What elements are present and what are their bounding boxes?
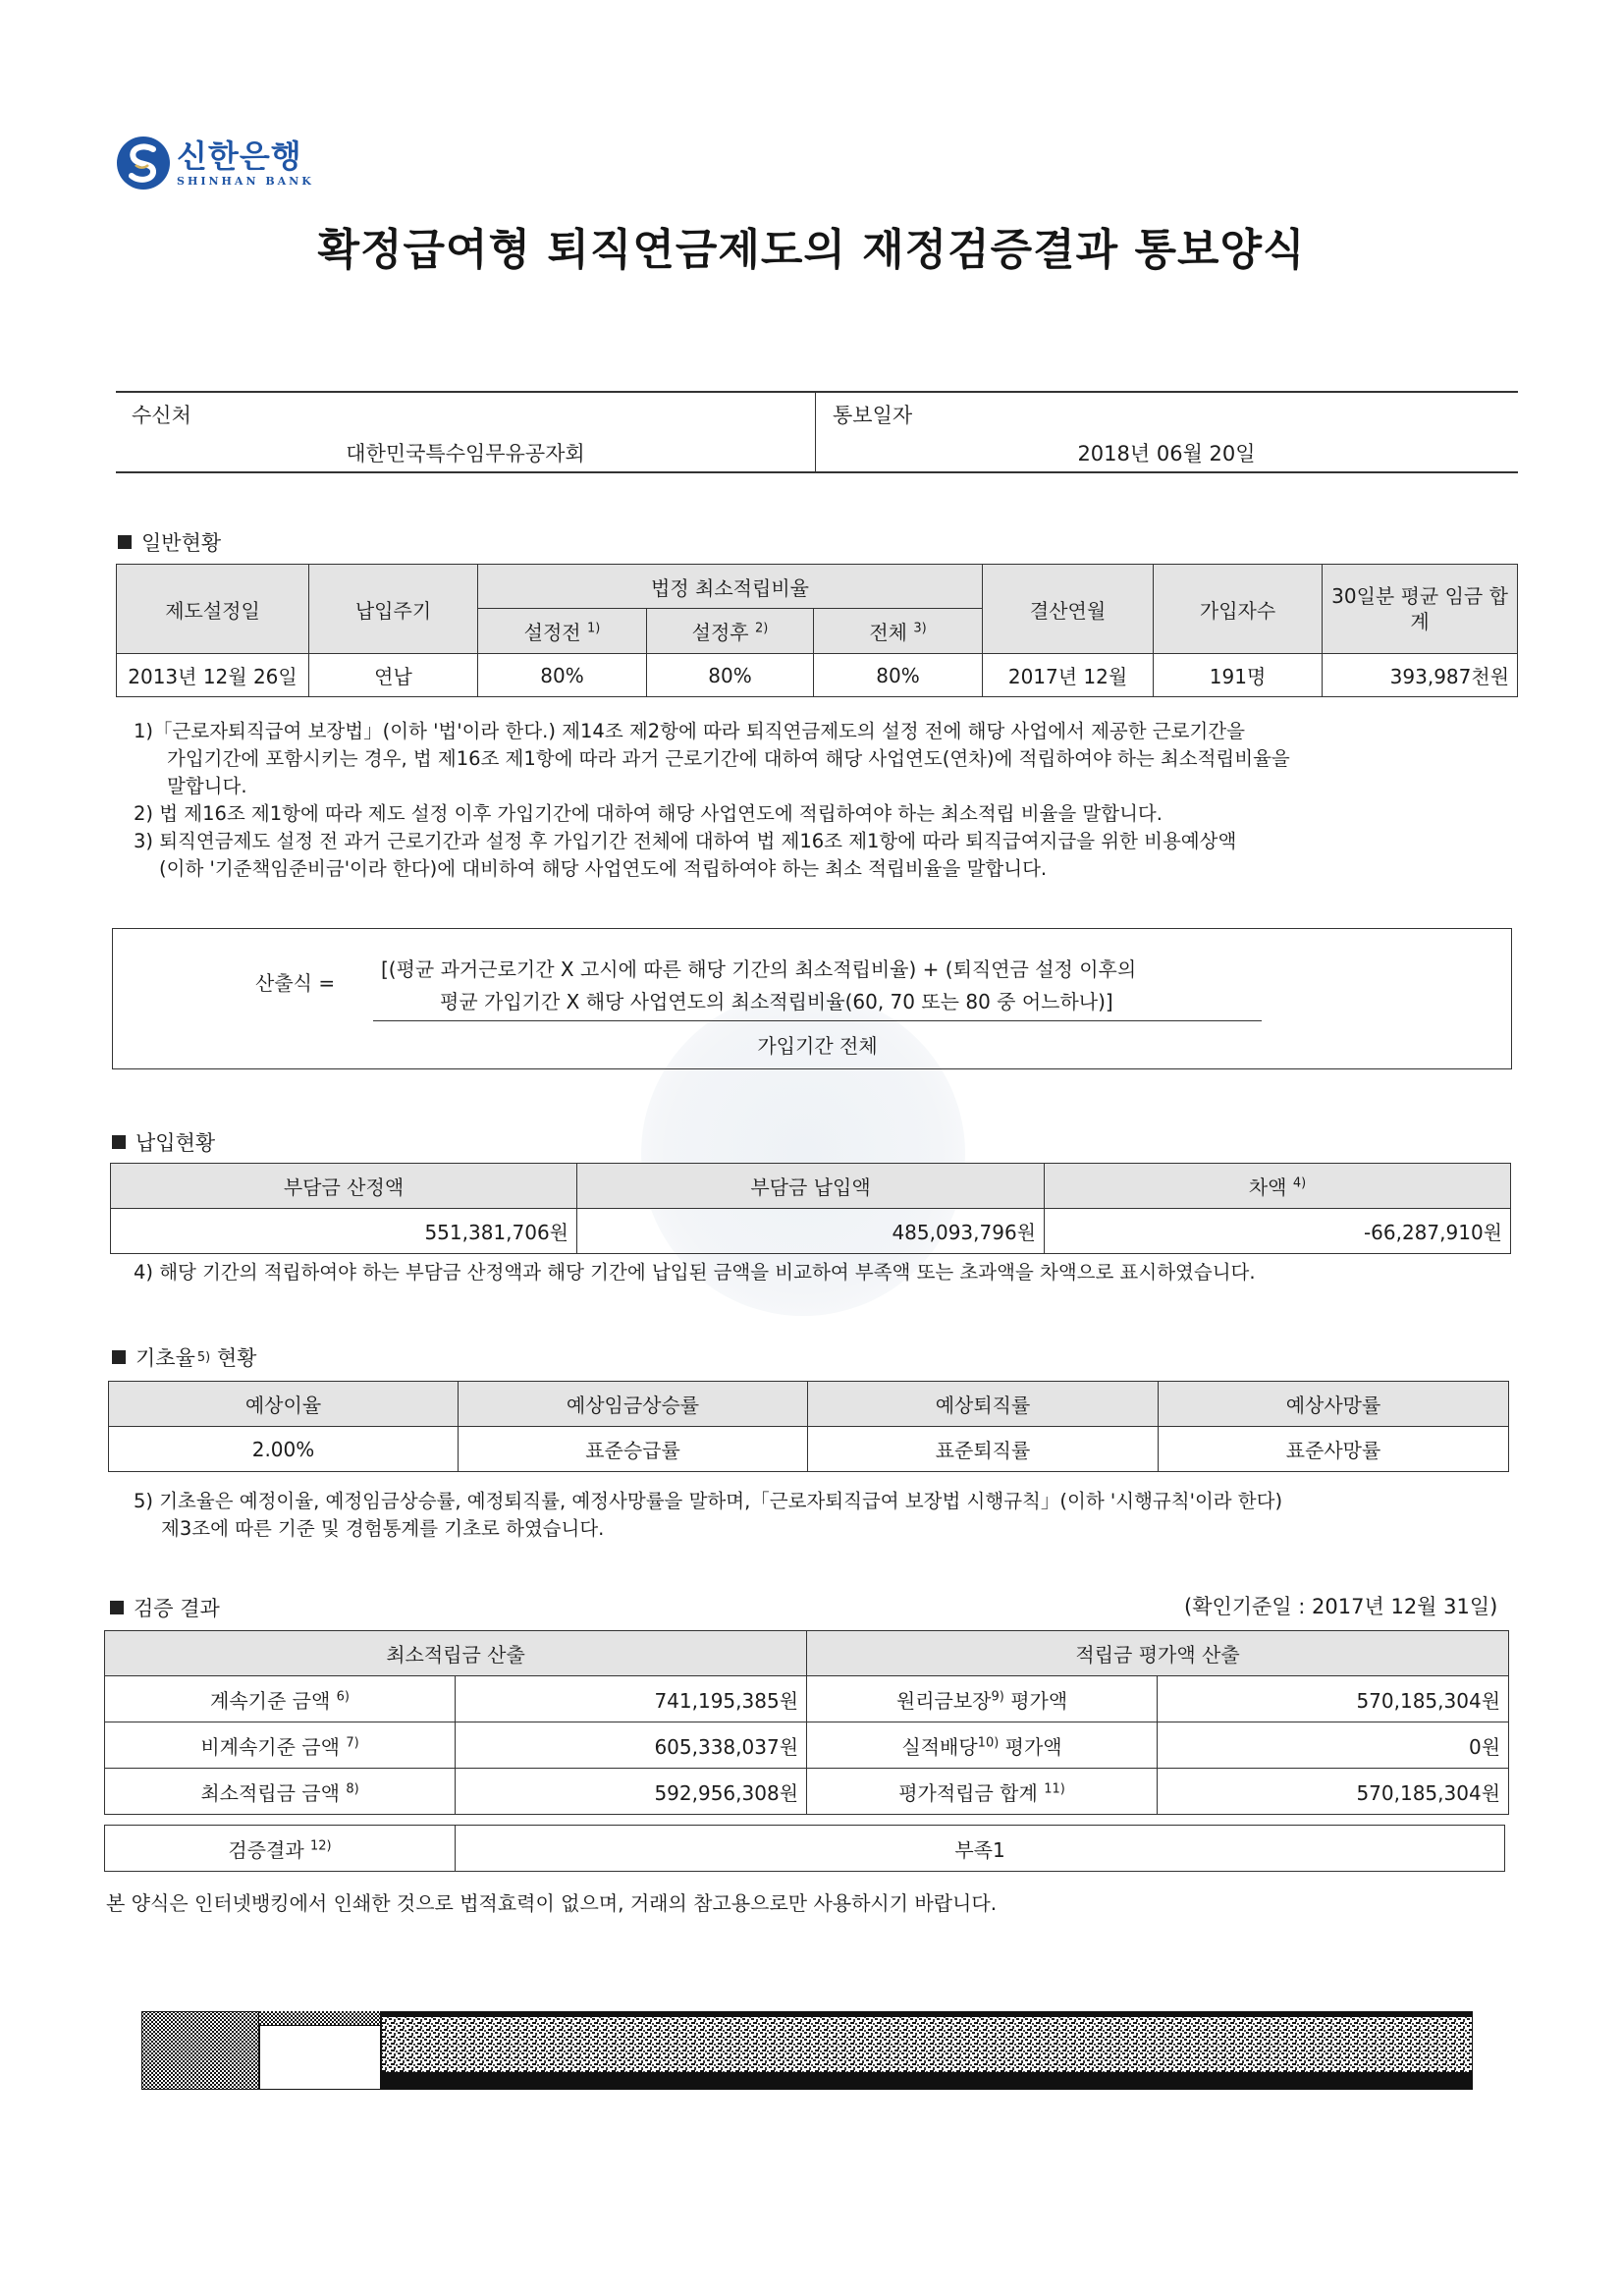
bank-name-en: SHINHAN BANK — [177, 174, 314, 188]
formula-label: 산출식 = — [255, 971, 336, 995]
general-note-1c: 말합니다. — [167, 775, 247, 797]
header-total: 전체 $^{3)}$ — [814, 609, 983, 654]
basis-note-1b: 제3조에 따른 기준 및 경험통계를 기초로 하였습니다. — [161, 1517, 605, 1540]
interest-value: 2.00% — [109, 1427, 459, 1472]
header-members: 가입자수 — [1154, 565, 1323, 654]
table-row — [109, 1427, 1509, 1472]
header-pay-cycle: 납입주기 — [309, 565, 478, 654]
verify-table — [104, 1630, 1509, 1815]
header-paid: 부담금 납입액 — [577, 1164, 1045, 1209]
header-wage-growth: 예상임금상승률 — [459, 1382, 808, 1427]
notify-date-value: 2018년 06월 20일 — [1077, 442, 1256, 465]
result-label: 검증결과 $^{12)}$ — [105, 1826, 456, 1872]
calc-value: 551,381,706원 — [111, 1209, 577, 1254]
header-eval-reserve: 적립금 평가액 산출 — [807, 1631, 1509, 1676]
continuing-basis-label: 계속기준 금액 $^{6)}$ — [105, 1676, 456, 1722]
eval-total-label: 평가적립금 합계 $^{11)}$ — [807, 1769, 1158, 1815]
header-retire: 예상퇴직률 — [808, 1382, 1159, 1427]
table-row — [111, 1209, 1511, 1254]
general-note-1b: 가입기간에 포함시키는 경우, 법 제16조 제1항에 따라 과거 근로기간에 대하여 해당 사업연도(연차)에 적립하여야 하는 최소적립비율을 — [167, 747, 1290, 770]
square-bullet-icon — [118, 535, 132, 549]
general-note-3b: (이하 '기준책임준비금'이라 한다)에 대비하여 해당 사업연도에 적립하여야 하는 최소 적립비율을 말합니다. — [159, 857, 1048, 880]
header-min-ratio: 법정 최소적립비율 — [478, 565, 983, 609]
min-reserve-value: 592,956,308원 — [456, 1769, 807, 1815]
death-value: 표준사망률 — [1159, 1427, 1509, 1472]
header-after: 설정후 $^{2)}$ — [647, 609, 814, 654]
general-note-1: 1)「근로자퇴직급여 보장법」(이하 '법'이라 한다.) 제14조 제2항에 따라 퇴직연금제도의 설정 전에 해당 사업에서 제공한 근로기간을 — [134, 720, 1245, 742]
pay-cycle-value: 연납 — [309, 654, 478, 697]
formula-denominator: 가입기간 전체 — [757, 1034, 878, 1058]
payment-note: 4) 해당 기간의 적립하여야 하는 부담금 산정액과 해당 기간에 납입된 금액을 비교하여 부족액 또는 초과액을 차액으로 표시하였습니다. — [134, 1261, 1256, 1284]
verify-result-table — [104, 1825, 1505, 1872]
table-row — [105, 1826, 1505, 1872]
section-verify-heading: 검증 결과 — [110, 1593, 220, 1622]
continuing-basis-value: 741,195,385원 — [456, 1676, 807, 1722]
header-death: 예상사망률 — [1159, 1382, 1509, 1427]
header-min-reserve: 최소적립금 산출 — [105, 1631, 807, 1676]
shinhan-logo-icon — [116, 136, 171, 191]
settle-value: 2017년 12월 — [983, 654, 1154, 697]
formula-numerator-2: 평균 가입기간 X 해당 사업연도의 최소적립비율(60, 70 또는 80 중 어느하나)] — [440, 990, 1113, 1013]
wage-value: 393,987천원 — [1323, 654, 1518, 697]
diff-value: -66,287,910원 — [1045, 1209, 1511, 1254]
eval-total-value: 570,185,304원 — [1158, 1769, 1509, 1815]
principal-guaranteed-value: 570,185,304원 — [1158, 1676, 1509, 1722]
header-calc: 부담금 산정액 — [111, 1164, 577, 1209]
section-payment-heading: 납입현황 — [112, 1127, 215, 1157]
performance-dividend-value: 0원 — [1158, 1722, 1509, 1769]
non-continuing-basis-label: 비계속기준 금액 $^{7)}$ — [105, 1722, 456, 1769]
recipient-bottom-rule — [116, 471, 1518, 473]
header-setup-date: 제도설정일 — [117, 565, 309, 654]
recipient-value: 대한민국특수임무유공자회 — [346, 442, 585, 465]
disclaimer: 본 양식은 인터넷뱅킹에서 인쇄한 것으로 법적효력이 없으며, 거래의 참고용으로만 사용하시기 바랍니다. — [106, 1891, 998, 1915]
header-settle-month: 결산연월 — [983, 565, 1154, 654]
formula-numerator-1: [(평균 과거근로기간 X 고시에 따른 해당 기간의 최소적립비율) + (퇴직연금 설정 이후의 — [381, 957, 1137, 981]
retire-value: 표준퇴직률 — [808, 1427, 1159, 1472]
formula-fraction-bar — [373, 1020, 1262, 1021]
reference-date: (확인기준일 : 2017년 12월 31일) — [1184, 1595, 1498, 1618]
principal-guaranteed-label: 원리금보장$^{9)}$ 평가액 — [807, 1676, 1158, 1722]
payment-table — [110, 1163, 1511, 1254]
paid-value: 485,093,796원 — [577, 1209, 1045, 1254]
table-row — [105, 1769, 1509, 1815]
basis-table — [108, 1381, 1509, 1472]
setup-date-value: 2013년 12월 26일 — [117, 654, 309, 697]
header-diff: 차액 $^{4)}$ — [1045, 1164, 1511, 1209]
general-table — [116, 564, 1518, 697]
notify-date-label: 통보일자 — [833, 404, 913, 427]
square-bullet-icon — [112, 1350, 126, 1364]
page-title: 확정급여형 퇴직연금제도의 재정검증결과 통보양식 — [317, 225, 1306, 275]
barcode — [141, 2011, 1473, 2090]
table-row — [105, 1676, 1509, 1722]
result-value: 부족1 — [456, 1826, 1505, 1872]
header-wage: 30일분 평균 임금 합계 — [1323, 565, 1518, 654]
wage-growth-value: 표준승급률 — [459, 1427, 808, 1472]
section-general-heading: 일반현황 — [118, 527, 221, 557]
section-basis-heading: 기초율 5) 현황 — [112, 1342, 256, 1372]
table-row — [105, 1722, 1509, 1769]
square-bullet-icon — [110, 1601, 124, 1614]
recipient-label: 수신처 — [132, 404, 191, 427]
total-value: 80% — [814, 654, 983, 697]
performance-dividend-label: 실적배당$^{10)}$ 평가액 — [807, 1722, 1158, 1769]
header-interest: 예상이율 — [109, 1382, 459, 1427]
basis-note-1: 5) 기초율은 예정이율, 예정임금상승률, 예정퇴직률, 예정사망률을 말하며,「근로자퇴직급여 보장법 시행규칙」(이하 '시행규칙'이라 한다) — [134, 1490, 1283, 1512]
after-value: 80% — [647, 654, 814, 697]
members-value: 191명 — [1154, 654, 1323, 697]
recipient-top-rule — [116, 391, 1518, 393]
table-row — [117, 654, 1518, 697]
general-note-2: 2) 법 제16조 제1항에 따라 제도 설정 이후 가입기간에 대하여 해당 사업연도에 적립하여야 하는 최소적립 비율을 말합니다. — [134, 802, 1163, 825]
min-reserve-label: 최소적립금 금액 $^{8)}$ — [105, 1769, 456, 1815]
before-value: 80% — [478, 654, 647, 697]
square-bullet-icon — [112, 1135, 126, 1149]
non-continuing-basis-value: 605,338,037원 — [456, 1722, 807, 1769]
general-note-3: 3) 퇴직연금제도 설정 전 과거 근로기간과 설정 후 가입기간 전체에 대하여 법 제16조 제1항에 따라 퇴직급여지급을 위한 비용예상액 — [134, 830, 1237, 852]
bank-logo — [116, 136, 314, 191]
header-before: 설정전 $^{1)}$ — [478, 609, 647, 654]
bank-name-ko: 신한은행 — [177, 137, 302, 175]
